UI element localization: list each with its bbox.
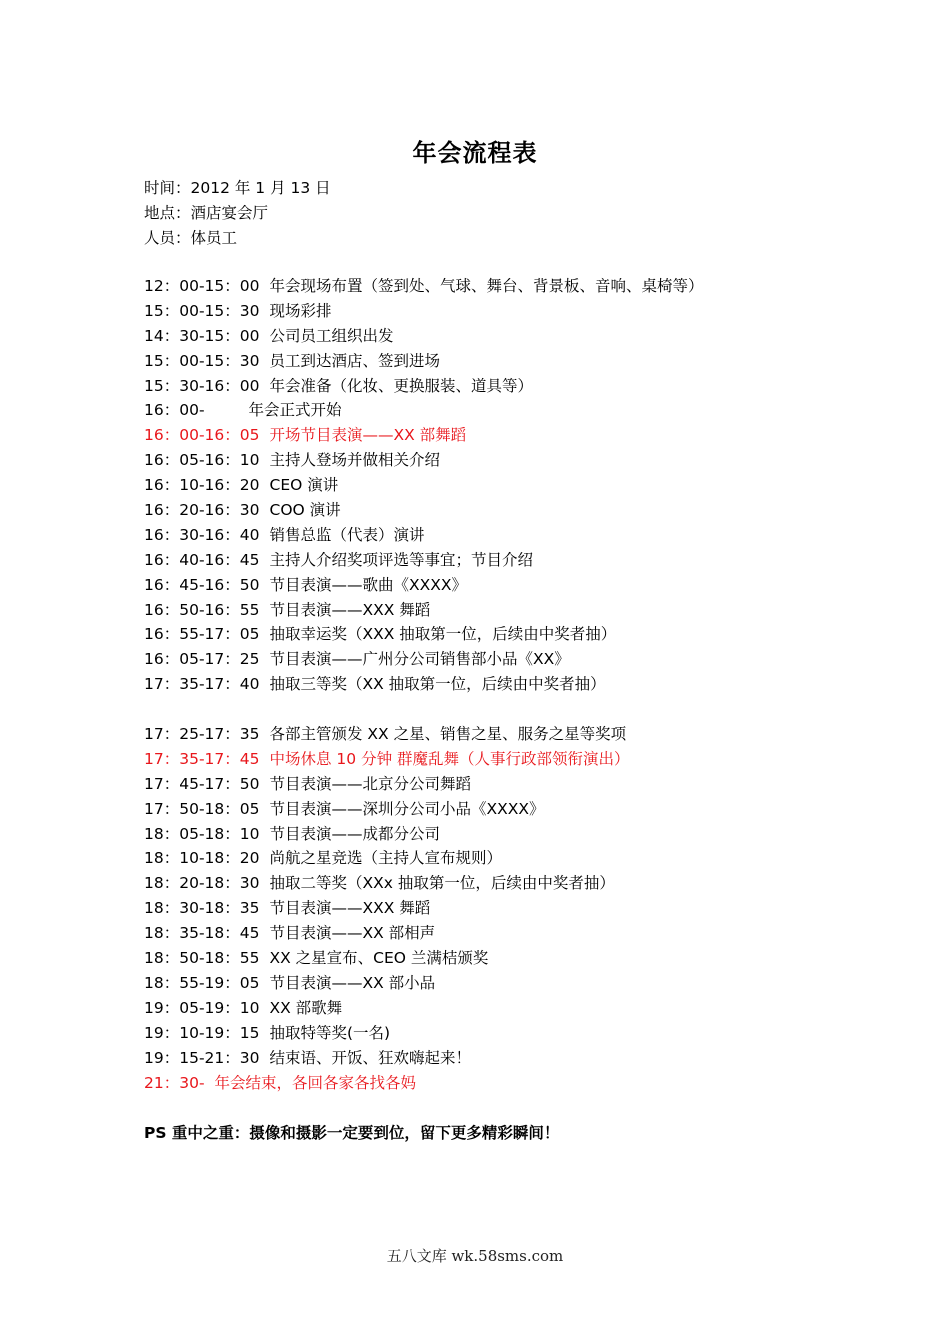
schedule-event: 中场休息 10 分钟 群魔乱舞（人事行政部领衔演出）: [269, 749, 630, 768]
schedule-time: 18：05-18：10: [144, 824, 260, 843]
schedule-row: [144, 822, 704, 847]
schedule-time: 18：20-18：30: [144, 874, 260, 893]
schedule-time: 18：55-19：05: [144, 973, 260, 992]
schedule-time: 17：35-17：45: [144, 749, 260, 768]
schedule-time: 16：05-16：10: [144, 451, 260, 470]
info-time: 时间：2012 年 1 月 13 日: [144, 179, 331, 197]
schedule-time: 18：50-18：55: [144, 949, 260, 968]
schedule-event: 节目表演——成都分公司: [269, 824, 441, 843]
schedule-row: [144, 846, 704, 871]
schedule-event: 尚航之星竞选（主持人宣布规则）: [269, 849, 503, 868]
schedule-time: 16：10-16：20: [144, 476, 260, 495]
schedule-time: 14：30-15：00: [144, 326, 260, 345]
schedule-row: [144, 598, 704, 623]
schedule-event: 抽取二等奖（XXx 抽取第一位，后续由中奖者抽）: [269, 874, 615, 893]
schedule-time: 16：55-17：05: [144, 625, 260, 644]
schedule-event: 节目表演——XXX 舞蹈: [269, 899, 431, 918]
schedule-event: 节目表演——深圳分公司小品《XXXX》: [269, 799, 545, 818]
schedule-row: [144, 1046, 704, 1071]
footer-watermark: 五八文库 wk.58sms.com: [386, 1247, 564, 1265]
schedule-event: 结束语、开饭、狂欢嗨起来！: [269, 1048, 472, 1067]
schedule-time: 19：05-19：10: [144, 998, 260, 1017]
schedule-row: [144, 448, 704, 473]
schedule-time: 16：30-16：40: [144, 525, 260, 544]
schedule-event: 公司员工组织出发: [269, 326, 394, 345]
schedule-row: [144, 896, 704, 921]
schedule-event: 节目表演——XX 部相声: [269, 924, 436, 943]
schedule-row: [144, 423, 704, 448]
schedule-event: 抽取幸运奖（XXX 抽取第一位，后续由中奖者抽）: [269, 625, 617, 644]
schedule-row: [144, 722, 704, 747]
schedule-time: 16：05-17：25: [144, 650, 260, 669]
schedule-event: 现场彩排: [269, 301, 332, 320]
schedule-event: 销售总监（代表）演讲: [269, 525, 425, 544]
schedule-time: 19：15-21：30: [144, 1048, 260, 1067]
schedule-time: 21：30-: [144, 1073, 205, 1092]
schedule-row: [144, 871, 704, 896]
schedule-time: 15：30-16：00: [144, 376, 260, 395]
schedule-row: [144, 324, 704, 349]
schedule-time: 18：35-18：45: [144, 924, 260, 943]
schedule-row: [144, 747, 704, 772]
event-info: [144, 176, 331, 251]
schedule-event: 各部主管颁发 XX 之星、销售之星、服务之星等奖项: [269, 725, 627, 744]
schedule-time: 16：40-16：45: [144, 550, 260, 569]
schedule-time: 16：45-16：50: [144, 575, 260, 594]
schedule-time: 16：00-: [144, 401, 205, 420]
schedule-row: [144, 971, 704, 996]
ps-note: PS 重中之重：摄像和摄影一定要到位，留下更多精彩瞬间！: [144, 1124, 560, 1142]
schedule-event: COO 演讲: [269, 501, 341, 520]
schedule-row: [144, 1021, 704, 1046]
schedule-row: [144, 548, 704, 573]
schedule-row: [144, 946, 704, 971]
schedule-event: 主持人介绍奖项评选等事宜；节目介绍: [269, 550, 534, 569]
schedule-row: [144, 349, 704, 374]
schedule-row: [144, 374, 704, 399]
schedule-time: 16：50-16：55: [144, 600, 260, 619]
schedule-row: [144, 921, 704, 946]
info-people: 人员：体员工: [144, 229, 238, 247]
schedule-spacer: [144, 697, 704, 722]
schedule-time: 16：00-16：05: [144, 426, 260, 445]
schedule-event: 节目表演——歌曲《XXXX》: [269, 575, 467, 594]
schedule-event: 年会结束，各回各家各找各妈: [214, 1073, 417, 1092]
schedule-row: [144, 398, 704, 423]
schedule-event: 主持人登场并做相关介绍: [269, 451, 441, 470]
schedule-event: 年会正式开始: [248, 401, 342, 420]
schedule-row: [144, 498, 704, 523]
schedule-event: 开场节目表演——XX 部舞蹈: [269, 426, 467, 445]
schedule-list: [144, 274, 704, 1095]
schedule-event: 年会现场布置（签到处、气球、舞台、背景板、音响、桌椅等）: [269, 277, 704, 295]
schedule-time: 12：00-15：00: [144, 277, 260, 295]
schedule-time: 17：25-17：35: [144, 725, 260, 744]
schedule-event: 节目表演——北京分公司舞蹈: [269, 774, 472, 793]
page-title: 年会流程表: [412, 139, 538, 167]
schedule-row: [144, 299, 704, 324]
schedule-row: [144, 672, 704, 697]
schedule-row: [144, 772, 704, 797]
schedule-time: 17：45-17：50: [144, 774, 260, 793]
schedule-event: 节目表演——XXX 舞蹈: [269, 600, 431, 619]
schedule-event: 抽取三等奖（XX 抽取第一位，后续由中奖者抽）: [269, 675, 606, 694]
schedule-time: 18：10-18：20: [144, 849, 260, 868]
schedule-event: XX 之星宣布、CEO 兰满桔颁奖: [269, 949, 489, 968]
schedule-time: 17：35-17：40: [144, 675, 260, 694]
schedule-event: XX 部歌舞: [269, 998, 343, 1017]
info-place: 地点：酒店宴会厅: [144, 204, 269, 222]
schedule-row: [144, 473, 704, 498]
schedule-row: [144, 573, 704, 598]
schedule-row: [144, 996, 704, 1021]
schedule-event: CEO 演讲: [269, 476, 339, 495]
schedule-event: 年会准备（化妆、更换服装、道具等）: [269, 376, 534, 395]
schedule-event: 抽取特等奖(一名): [269, 1023, 391, 1042]
schedule-time: 15：00-15：30: [144, 351, 260, 370]
schedule-time: 16：20-16：30: [144, 501, 260, 520]
schedule-event: 员工到达酒店、签到进场: [269, 351, 441, 370]
schedule-row: [144, 797, 704, 822]
schedule-row: [144, 523, 704, 548]
schedule-time: 19：10-19：15: [144, 1023, 260, 1042]
schedule-time: 18：30-18：35: [144, 899, 260, 918]
schedule-event: 节目表演——XX 部小品: [269, 973, 436, 992]
schedule-row: [144, 622, 704, 647]
schedule-row: [144, 1071, 704, 1096]
schedule-row: [144, 274, 704, 299]
schedule-event: 节目表演——广州分公司销售部小品《XX》: [269, 650, 570, 669]
schedule-time: 17：50-18：05: [144, 799, 260, 818]
schedule-time: 15：00-15：30: [144, 301, 260, 320]
schedule-row: [144, 647, 704, 672]
